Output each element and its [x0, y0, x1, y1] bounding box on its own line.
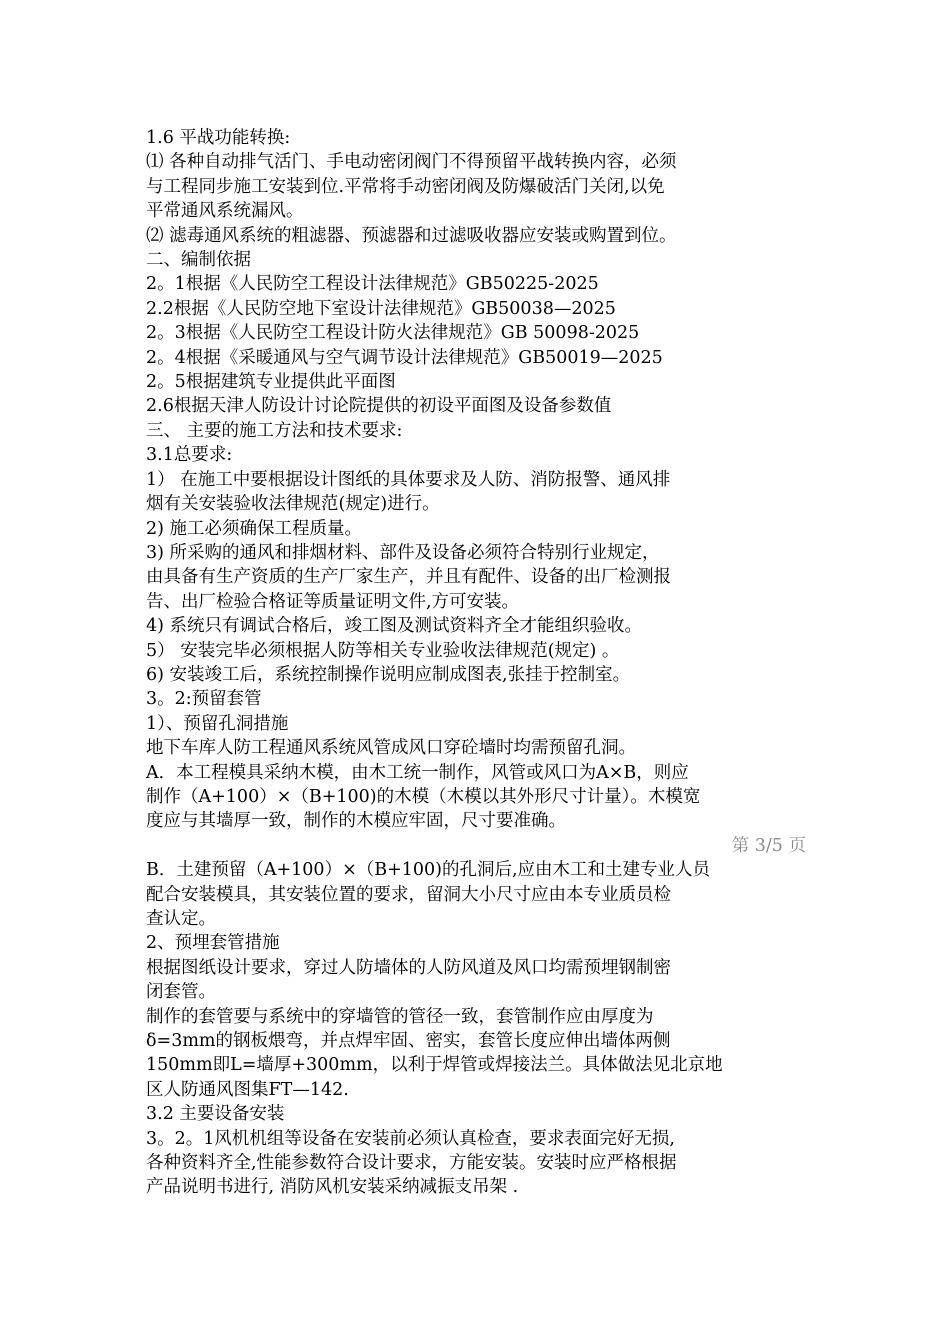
- text-line: ⑴ 各种自动排气活门、手电动密闭阀门不得预留平战转换内容，必须: [146, 152, 677, 173]
- text-line: 烟有关安装验收法律规范(规定)进行。: [146, 494, 440, 515]
- text-line: 3。2。1风机机组等设备在安装前必须认真检查，要求表面完好无损,: [146, 1128, 675, 1149]
- text-line: A．本工程模具采纳木模，由木工统一制作，风管或风口为A×B，则应: [146, 762, 689, 783]
- text-line: 1）、预留孔洞措施: [146, 713, 289, 734]
- text-line: 度应与其墙厚一致，制作的木模应牢固，尺寸要准确。: [146, 811, 566, 832]
- text-line: ⑵ 滤毒通风系统的粗滤器、预滤器和过滤吸收器应安装或购置到位。: [146, 225, 677, 246]
- text-block-before-page-number: [146, 126, 826, 834]
- text-line: 4) 系统只有调试合格后，竣工图及测试资料齐全才能组织验收。: [146, 616, 643, 637]
- text-line: 5） 安装完毕必须根据人防等相关专业验收法律规范(规定) 。: [146, 640, 620, 661]
- text-line: 2。1根据《人民防空工程设计法律规范》GB50225-2025: [146, 274, 599, 295]
- text-line: 3.1总要求:: [146, 445, 233, 466]
- text-line: B．土建预留（A+100）×（B+100)的孔洞后,应由木工和土建专业人员: [146, 860, 711, 881]
- text-line: 三、 主要的施工方法和技术要求:: [146, 420, 403, 441]
- text-line: 2、预埋套管措施: [146, 933, 280, 954]
- text-line: 2.6根据天津人防设计讨论院提供的初设平面图及设备参数值: [146, 396, 612, 417]
- text-line: 告、出厂检验合格证等质量证明文件,方可安装。: [146, 591, 520, 612]
- text-line: 区人防通风图集FT—142.: [146, 1079, 349, 1100]
- text-line: 由具备有生产资质的生产厂家生产，并且有配件、设备的出厂检测报: [146, 567, 671, 588]
- text-line: 2) 施工必须确保工程质量。: [146, 518, 363, 539]
- text-line: 产品说明书进行, 消防风机安装采纳减振支吊架 .: [146, 1177, 519, 1198]
- text-line: 2。5根据建筑专业提供此平面图: [146, 372, 396, 393]
- text-line: 地下车库人防工程通风系统风管成风口穿砼墙时均需预留孔洞。: [146, 738, 636, 759]
- text-line: 3.2 主要设备安装: [146, 1104, 285, 1125]
- text-line: 与工程同步施工安装到位.平常将手动密闭阀及防爆破活门关闭,以免: [146, 176, 665, 197]
- text-line: 各种资料齐全,性能参数符合设计要求，方能安装。安装时应严格根据: [146, 1153, 677, 1174]
- text-line: 制作（A+100）×（B+100)的木模（木模以其外形尺寸计量）。木模宽: [146, 786, 701, 807]
- page-number: 第 3/5 页: [731, 835, 806, 856]
- document-body: [146, 126, 826, 1200]
- text-line: 1） 在施工中要根据设计图纸的具体要求及人防、消防报警、通风排: [146, 469, 671, 490]
- text-line: 配合安装模具，其安装位置的要求，留洞大小尺寸应由本专业质员检: [146, 884, 671, 905]
- text-line: 150mm即L=墙厚+300mm，以利于焊管或焊接法兰。具体做法见北京地: [146, 1055, 723, 1076]
- text-line: 闭套管。: [146, 982, 216, 1003]
- text-line: 制作的套管要与系统中的穿墙管的管径一致，套管制作应由厚度为: [146, 1006, 654, 1027]
- text-line: δ=3mm的钢板煨弯，并点焊牢固、密实，套管长度应伸出墙体两侧: [146, 1031, 671, 1052]
- text-line: 2。3根据《人民防空工程设计防火法律规范》GB 50098-2025: [146, 323, 640, 344]
- text-line: 二、编制依据: [146, 250, 251, 271]
- text-line: 3) 所采购的通风和排烟材料、部件及设备必须符合特别行业规定，: [146, 542, 660, 563]
- text-line: 2.2根据《人民防空地下室设计法律规范》GB50038—2025: [146, 298, 616, 319]
- text-line: 2。4根据《采暖通风与空气调节设计法律规范》GB50019—2025: [146, 347, 663, 368]
- text-line: 3。2:预留套管: [146, 689, 262, 710]
- text-line: 平常通风系统漏风。: [146, 201, 304, 222]
- text-line: 6) 安装竣工后，系统控制操作说明应制成图表,张挂于控制室。: [146, 664, 631, 685]
- text-block-after-page-number: [146, 858, 826, 1200]
- text-line: 查认定。: [146, 909, 216, 929]
- text-line: 1.6 平战功能转换:: [146, 128, 291, 148]
- text-line: 根据图纸设计要求，穿过人防墙体的人防风道及风口均需预埋钢制密: [146, 957, 671, 978]
